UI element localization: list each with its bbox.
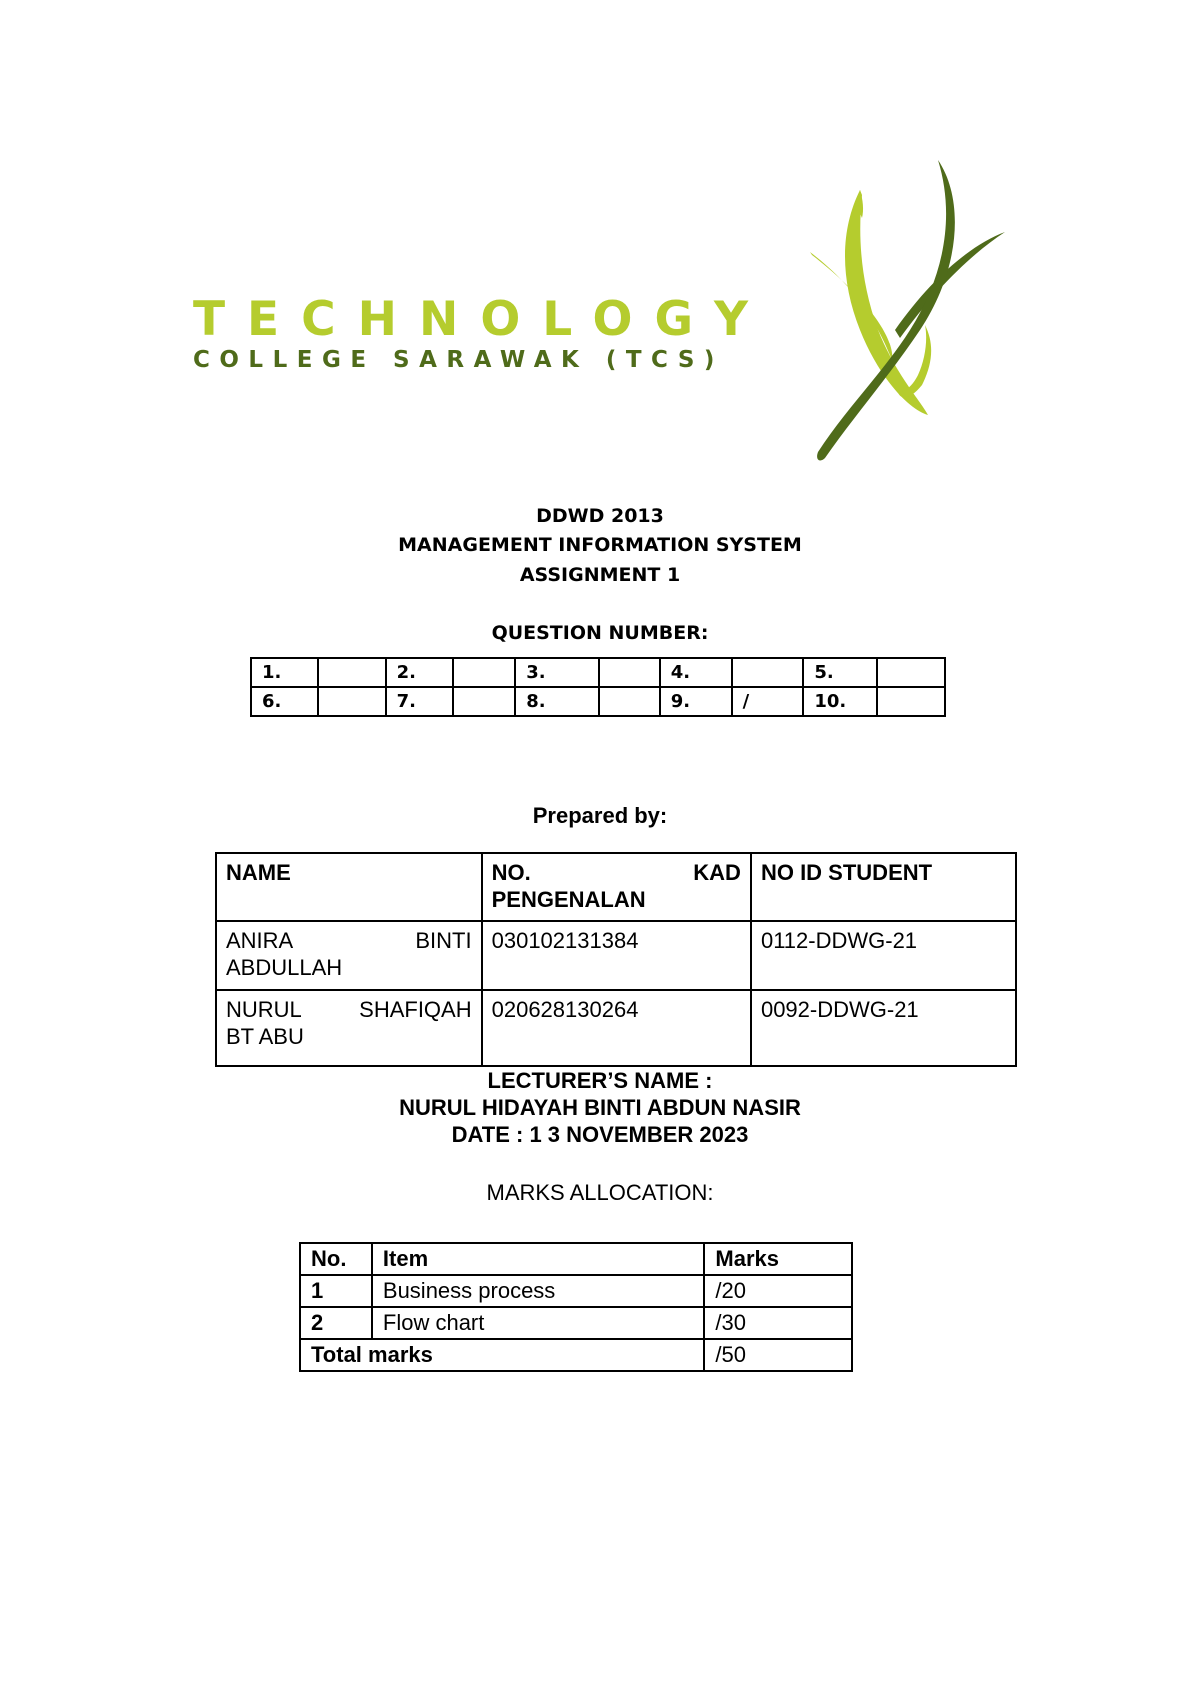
question-mark-cell [318, 687, 386, 716]
student-id-header: NO ID STUDENT [751, 853, 1016, 921]
student-name-part: BINTI [415, 928, 472, 953]
student-name [216, 990, 482, 1066]
question-row [251, 658, 945, 687]
student-name-part: ABDULLAH [226, 955, 343, 980]
question-mark-cell [599, 687, 660, 716]
student-row [216, 921, 1016, 990]
marks-row-no: 1 [300, 1275, 372, 1307]
question-mark-cell: / [732, 687, 804, 716]
marks-table [299, 1242, 853, 1372]
student-name-part: BT ABU [226, 1024, 304, 1049]
course-name: MANAGEMENT INFORMATION SYSTEM [398, 534, 802, 556]
question-label: 7. [386, 687, 454, 716]
no-header: No. [300, 1243, 372, 1275]
question-number-label: QUESTION NUMBER: [491, 622, 709, 644]
logo-word: TECHNOLOGY [193, 292, 771, 347]
question-label: 9. [660, 687, 732, 716]
question-mark-cell [877, 687, 945, 716]
submission-date: DATE : 1 3 NOVEMBER 2023 [451, 1122, 749, 1147]
question-label: 4. [660, 658, 732, 687]
question-label: 8. [515, 687, 599, 716]
question-label: 5. [803, 658, 877, 687]
item-header: Item [372, 1243, 705, 1275]
marks-row-no: 2 [300, 1307, 372, 1339]
logo-subtitle: COLLEGE SARAWAK (TCS) [193, 347, 724, 373]
marks-row [300, 1307, 852, 1339]
question-label: 10. [803, 687, 877, 716]
ic-header-part: PENGENALAN [491, 887, 646, 912]
student-name-part: ANIRA [226, 928, 294, 953]
marks-row-value: /30 [704, 1307, 852, 1339]
student-name [216, 921, 482, 990]
question-label: 6. [251, 687, 318, 716]
student-id: 0112-DDWG-21 [751, 921, 1016, 990]
student-row [216, 990, 1016, 1066]
prepared-by-label: Prepared by: [532, 803, 668, 828]
marks-row-item: Flow chart [372, 1307, 705, 1339]
student-name-part: SHAFIQAH [359, 997, 472, 1022]
name-header: NAME [216, 853, 482, 921]
question-label: 2. [386, 658, 454, 687]
question-label: 1. [251, 658, 318, 687]
student-name-part: NURUL [226, 997, 302, 1022]
question-mark-cell [599, 658, 660, 687]
marks-header-row [300, 1243, 852, 1275]
marks-row-value: /20 [704, 1275, 852, 1307]
student-table [215, 852, 1017, 1067]
question-mark-cell [318, 658, 386, 687]
marks-total-row [300, 1339, 852, 1371]
student-id: 0092-DDWG-21 [751, 990, 1016, 1066]
ic-header-part: KAD [693, 860, 741, 885]
question-row [251, 687, 945, 716]
lecturer-label: LECTURER’S NAME : [487, 1068, 713, 1093]
question-mark-cell [732, 658, 804, 687]
question-number-table [250, 657, 946, 717]
marks-row [300, 1275, 852, 1307]
ic-header [482, 853, 751, 921]
assignment-title: ASSIGNMENT 1 [519, 564, 681, 586]
total-marks-label: Total marks [300, 1339, 704, 1371]
marks-row-item: Business process [372, 1275, 705, 1307]
total-marks-value: /50 [704, 1339, 852, 1371]
question-mark-cell [453, 658, 515, 687]
student-ic: 020628130264 [482, 990, 751, 1066]
question-mark-cell [453, 687, 515, 716]
lecturer-name: NURUL HIDAYAH BINTI ABDUN NASIR [399, 1095, 801, 1120]
marks-allocation-label: MARKS ALLOCATION: [486, 1180, 714, 1205]
logo-swoosh-icon [800, 160, 1010, 470]
ic-header-part: NO. [491, 860, 531, 885]
student-ic: 030102131384 [482, 921, 751, 990]
course-code: DDWD 2013 [536, 505, 664, 527]
student-table-header [216, 853, 1016, 921]
marks-header: Marks [704, 1243, 852, 1275]
question-mark-cell [877, 658, 945, 687]
question-label: 3. [515, 658, 599, 687]
